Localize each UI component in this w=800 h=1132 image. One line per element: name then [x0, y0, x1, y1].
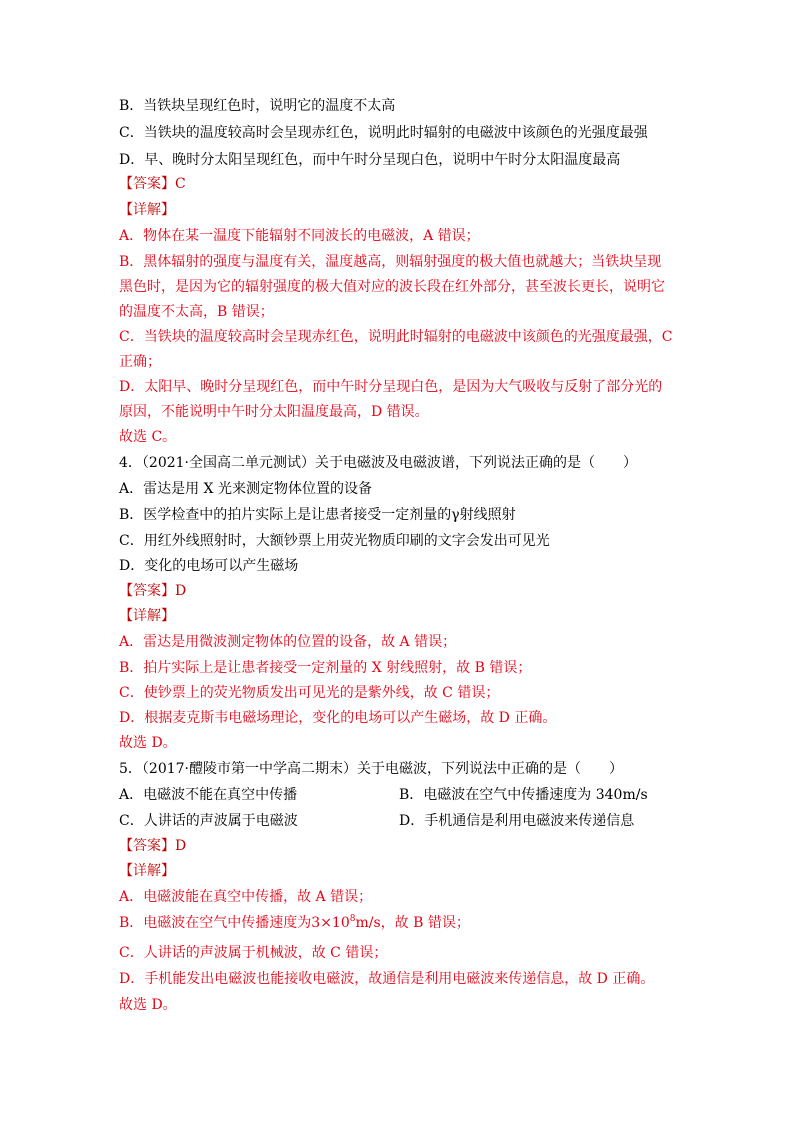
q4-explanation-line: D．根据麦克斯韦电磁场理论，变化的电场可以产生磁场，故 D 正确。 — [119, 710, 557, 726]
q5-conclusion: 故选 D。 — [119, 997, 177, 1013]
q5-detail-heading: 【详解】 — [119, 863, 175, 879]
q3-conclusion: 故选 C。 — [119, 429, 177, 445]
q5-explanation-b — [119, 914, 470, 932]
q5-option-b: B．电磁波在空气中传播速度为 340m/s — [399, 787, 648, 803]
q3-explanation-line: 正确； — [119, 354, 161, 370]
q5-explanation-d: D．手机能发出电磁波也能接收电磁波，故通信是利用电磁波来传递信息，故 D 正确。 — [119, 971, 655, 987]
q4-explanation-line: B．拍片实际上是让患者接受一定剂量的 X 射线照射，故 B 错误； — [119, 660, 532, 676]
q3-explanation-line: 黑色时，是因为它的辐射强度的极大值对应的波长段在红外部分，甚至波长更长，说明它 — [119, 279, 665, 295]
q4-detail-heading: 【详解】 — [119, 608, 175, 624]
q5-stem: 5．（2017·醴陵市第一中学高二期末）关于电磁波，下列说法中正确的是（ ） — [119, 761, 623, 777]
q4-option-b: B．医学检查中的拍片实际上是让患者接受一定剂量的γ射线照射 — [119, 507, 516, 523]
q4-explanation-line: A．雷达是用微波测定物体的位置的设备，故 A 错误； — [119, 634, 457, 650]
q4-option-d: D．变化的电场可以产生磁场 — [119, 558, 299, 574]
q3-option-b: B．当铁块呈现红色时，说明它的温度不太高 — [119, 98, 396, 114]
q5-explanation-b-prefix: B．电磁波在空气中传播速度为 — [119, 915, 312, 931]
q3-explanation-line: B．黑体辐射的强度与温度有关，温度越高，则辐射强度的极大值也就越大；当铁块呈现 — [119, 254, 662, 270]
q3-answer: 【答案】C — [119, 176, 186, 192]
q3-option-c: C．当铁块的温度较高时会呈现赤红色，说明此时辐射的电磁波中该颜色的光强度最强 — [119, 125, 648, 141]
q3-detail-heading: 【详解】 — [119, 202, 175, 218]
q5-option-d: D．手机通信是利用电磁波来传递信息 — [399, 813, 635, 829]
q5-explanation-c: C．人讲话的声波属于机械波，故 C 错误； — [119, 945, 388, 961]
q4-option-c: C．用红外线照射时，大额钞票上用荧光物质印刷的文字会发出可见光 — [119, 533, 550, 549]
q3-option-d: D．早、晚时分太阳呈现红色，而中午时分呈现白色，说明中午时分太阳温度最高 — [119, 152, 621, 168]
q4-stem: 4．（2021·全国高二单元测试）关于电磁波及电磁波谱，下列说法正确的是（ ） — [119, 455, 637, 471]
q5-explanation-b-suffix: ，故 B 错误； — [380, 915, 470, 931]
speed-exponent: 8 — [349, 914, 356, 924]
q4-explanation-line: C．使钞票上的荧光物质发出可见光的是紫外线，故 C 错误； — [119, 685, 500, 701]
q5-option-c: C．人讲话的声波属于电磁波 — [119, 813, 298, 829]
q4-answer: 【答案】D — [119, 583, 187, 599]
q4-conclusion: 故选 D。 — [119, 735, 177, 751]
q5-answer: 【答案】D — [119, 838, 187, 854]
q3-explanation-line: A．物体在某一温度下能辐射不同波长的电磁波，A 错误； — [119, 228, 480, 244]
speed-value: 3×10 — [311, 915, 350, 931]
q5-explanation-a: A．电磁波能在真空中传播，故 A 错误； — [119, 889, 373, 905]
q3-explanation-line: 的温度不太高，B 错误； — [119, 304, 274, 320]
q3-explanation-line: C．当铁块的温度较高时会呈现赤红色，说明此时辐射的电磁波中该颜色的光强度最强，C — [119, 329, 673, 345]
speed-unit: m/s — [355, 915, 381, 931]
q3-explanation-line: 原因，不能说明中午时分太阳温度最高，D 错误。 — [119, 404, 429, 420]
q5-option-a: A．电磁波不能在真空中传播 — [119, 787, 298, 803]
q4-option-a: A．雷达是用 X 光来测定物体位置的设备 — [119, 481, 372, 497]
q3-explanation-line: D．太阳早、晚时分呈现红色，而中午时分呈现白色，是因为大气吸收与反射了部分光的 — [119, 379, 663, 395]
